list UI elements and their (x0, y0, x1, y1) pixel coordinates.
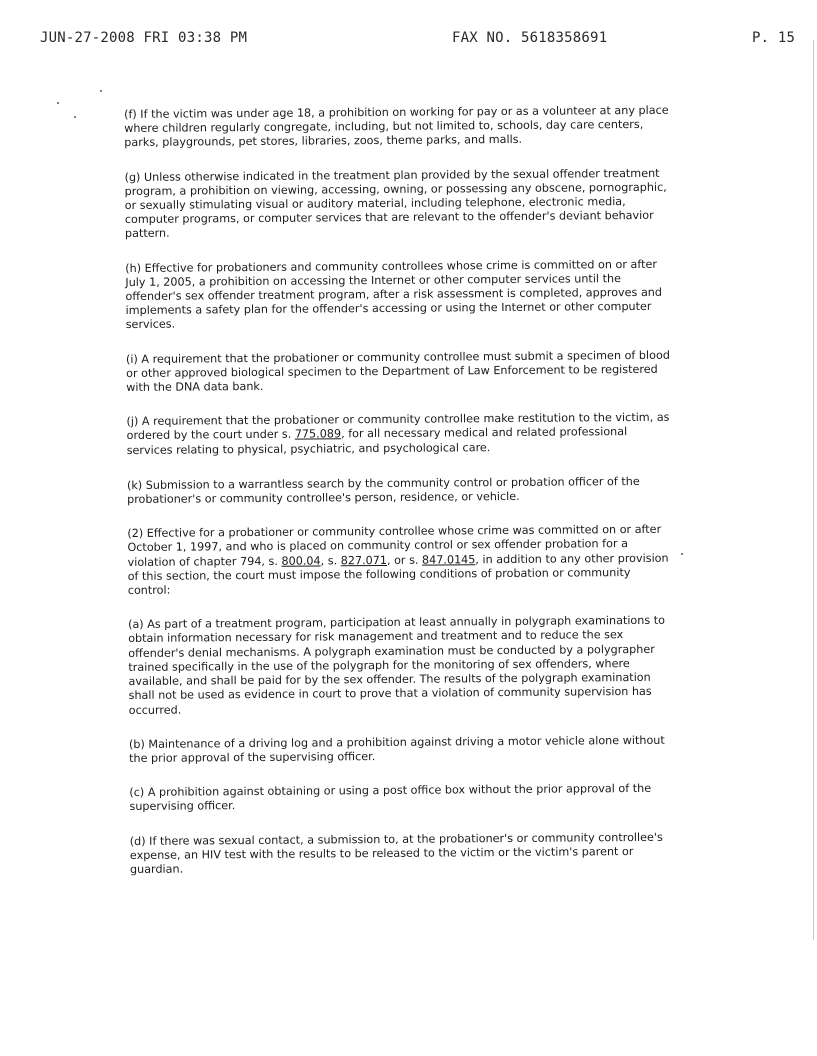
paragraph-j-text: (j) A requirement that the probationer or community controllee make restitution to the victim, as ordered by the court under s. (126, 410, 670, 443)
scan-speck (681, 553, 683, 555)
paragraph-j-text-end: , for all necessary medical and related professional services relating to physical, psychiatric, and psychological care. (126, 425, 628, 457)
paragraph-2-text: , in addition to any other provision of this section, the court must impose the following conditions of probation or community control: (127, 551, 669, 598)
statute-link-847-0145[interactable]: 847.0145 (421, 552, 476, 567)
paragraph-2-text: (2) Effective for a probationer or community controllee whose crime was committed on or after October 1, 1997, and who is placed on community control or sex offender probation for a violation of chapter 794, s. (127, 523, 662, 569)
statute-link-827-071[interactable]: 827.071 (340, 553, 388, 567)
statute-text (124, 104, 675, 897)
paragraph-b: (b) Maintenance of a driving log and a prohibition against driving a motor vehicle alone without the prior approval of the supervising officer. (128, 733, 665, 765)
paragraph-k: (k) Submission to a warrantless search by the community control or probation officer of the probationer's or community controllee's person, residence, or vehicle. (126, 474, 640, 507)
paragraph-d: (d) If there was sexual contact, a submission to, at the probationer's or community controllee's expense, an HIV test with the results to be released to the victim or the victim's parent or guardian. (129, 830, 663, 876)
paragraph-a: (a) As part of a treatment program, participation at least annually in polygraph examinations to obtain information necessary for risk management and treatment and to reduce the sex offender's denial mechanisms. A polygraph examination must be conducted by a polygrapher trained specifically in the use of the polygraph for the monitoring of sex offenders, where available, and shall be paid for by the sex offender. The results of the polygraph examination shall not be used as evidence in court to prove that a violation of community supervision has occurred. (128, 614, 666, 717)
scan-speck (57, 102, 59, 104)
paragraph-g: (g) Unless otherwise indicated in the treatment plan provided by the sexual offender treatment program, a prohibition on viewing, accessing, owning, or possessing any obscene, pornographic, or sexually stimulating visual or auditory material, including telephone, electronic media, computer programs, or computer services that are relevant to the offender's deviant behavior pattern. (124, 166, 667, 241)
paragraph-f: (f) If the victim was under age 18, a prohibition on working for pay or as a volunteer at any place where children regularly congregate, including, but not limited to, schools, day care centers, parks, playgrounds, pet stores, libraries, zoos, theme parks, and malls. (124, 103, 669, 150)
paragraph-c: (c) A prohibition against obtaining or using a post office box without the prior approval of the supervising officer. (129, 781, 652, 814)
paragraph-2 (127, 523, 673, 598)
statute-link-775-089[interactable]: 775.089 (294, 427, 342, 442)
paragraph-2-text: , s. (320, 553, 341, 568)
paragraph-j (126, 411, 671, 458)
scan-speck (100, 90, 102, 92)
scan-edge-line (813, 40, 814, 940)
fax-page-number: P. 15 (752, 30, 796, 46)
fax-header (0, 30, 817, 50)
fax-date-time: JUN-27-2008 FRI 03:38 PM (40, 30, 248, 46)
paragraph-i: (i) A requirement that the probationer or community controllee must submit a specimen of blood or other approved biological specimen to the Department of Law Enforcement to be registered with the DNA data bank. (125, 348, 670, 395)
statute-link-800-04[interactable]: 800.04 (281, 554, 321, 568)
paragraph-h: (h) Effective for probationers and community controllees whose crime is committed on or after July 1, 2005, a prohibition on accessing the Internet or other computer services until the offender's sex offender treatment program, after a risk assessment is completed, approves and implements a safety plan for the offender's accessing or using the Internet or other computer services. (125, 257, 663, 332)
paragraph-2-text: , or s. (386, 553, 423, 567)
fax-number: FAX NO. 5618358691 (452, 30, 608, 46)
scan-speck (74, 116, 76, 118)
